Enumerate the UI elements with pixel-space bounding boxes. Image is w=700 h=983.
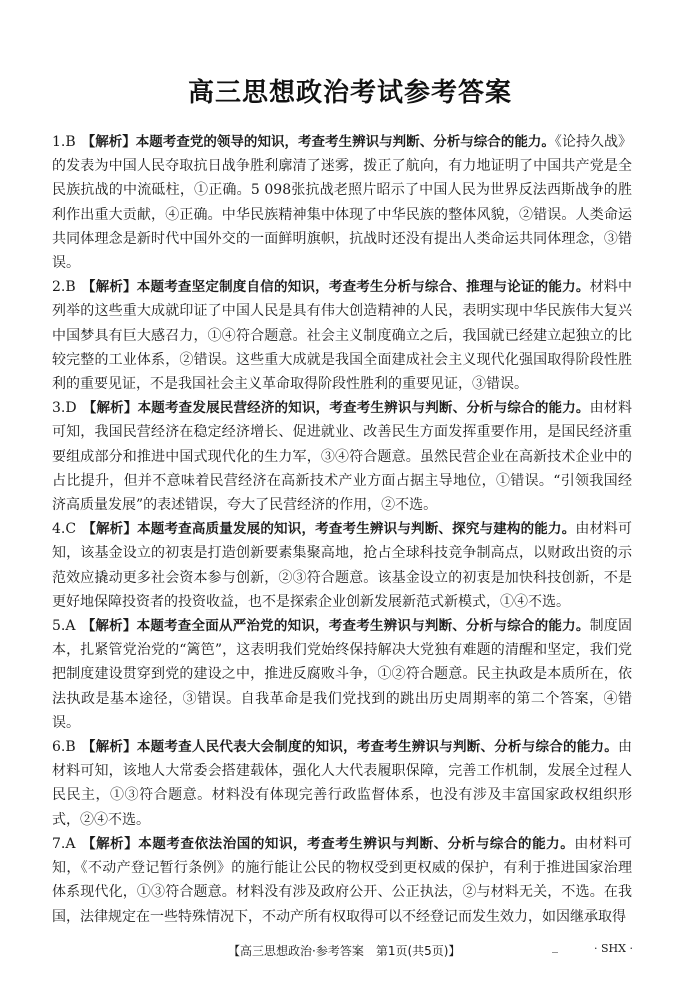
answer-letter: D bbox=[65, 400, 77, 417]
analysis-text: 由材料可知，该基金设立的初衷是打造创新要素集聚高地，抢占全球科技竞争制高点，以财政出资的示范效应撬动更多社会资本参与创新，②③符合题意。该基金设立的初衷是加快科技创新，不是更好地保障投资者的投资收益，也不是探索企业创新发展新范式新模式，①④不选。 bbox=[52, 521, 633, 610]
question-number: 3. bbox=[52, 400, 66, 417]
answer-letter: C bbox=[65, 521, 77, 538]
answer-letter: B bbox=[65, 134, 76, 150]
answer-letter: B bbox=[65, 739, 76, 756]
question-number: 1. bbox=[52, 134, 66, 150]
page-footer bbox=[0, 939, 700, 962]
answer-item bbox=[52, 275, 632, 396]
answer-item bbox=[52, 614, 632, 735]
answer-letter: A bbox=[65, 618, 76, 635]
analysis-label: 【解析】本题考查人民代表大会制度的知识，考查考生辨识与判断、分析与综合的能力。 bbox=[81, 739, 618, 756]
analysis-label: 【解析】本题考查全面从严治党的知识，考查考生辨识与判断、分析与综合的能力。 bbox=[81, 618, 590, 635]
footer-page-info: 【高三思想政治·参考答案 第1页(共5页)】 bbox=[228, 944, 461, 958]
footer-mark: _ bbox=[552, 939, 558, 953]
analysis-label: 【解析】本题考查坚定制度自信的知识，考查考生分析与综合、推理与论证的能力。 bbox=[81, 279, 590, 296]
analysis-text: 由材料可知，该地人大常委会搭建载体，强化人大代表履职保障，完善工作机制，发展全过程人民民主，①③符合题意。材料没有体现完善行政监督体系，也没有涉及丰富国家政权组织形式，②④不选。 bbox=[52, 739, 632, 828]
analysis-text: 由材料可知，《不动产登记暂行条例》的施行能让公民的物权受到更权威的保护，有利于推进国家治理体系现代化，①③符合题意。材料没有涉及政府公开、公正执法，②与材料无关，不选。在我国，法律规定在一些特殊情况下，不动产所有权取得可以不经登记而发生效力，如因继承取得 bbox=[52, 835, 633, 925]
footer-code: · SHX · bbox=[594, 942, 633, 955]
question-number: 5. bbox=[52, 618, 66, 635]
question-number: 7. bbox=[52, 835, 66, 852]
analysis-text: 制度固本，扎紧管党治党的“篱笆”，这表明我们党始终保持解决大党独有难题的清醒和坚定，我们党把制度建设贯穿到党的建设之中，推进反腐败斗争，①②符合题意。民主执政是本质所在，依法执政是基本途径，③错误。自我革命是我们党找到的跳出历史周期率的第二个答案，④错误。 bbox=[52, 618, 633, 731]
answer-item bbox=[52, 832, 632, 929]
analysis-label: 【解析】本题考查依法治国的知识，考查考生辨识与判断、分析与综合的能力。 bbox=[81, 835, 575, 852]
analysis-label: 【解析】本题考查高质量发展的知识，考查考生辨识与判断、探究与建构的能力。 bbox=[82, 521, 576, 538]
answer-item bbox=[52, 517, 632, 614]
analysis-text: 《论持久战》的发表为中国人民夺取抗日战争胜利廓清了迷雾，拨正了航向，有力地证明了中国共产党是全民族抗战的中流砥柱，①正确。5 098张抗战老照片昭示了中国人民为世界反法西斯战争的胜利作出重大贡献，④正确。中华民族精神集中体现了中华民族的整体风貌，②错误。人类命运共同体理念是新时代中国外交的一面鲜明旗帜，抗战时还没有提出人类命运共同体理念，③错误。 bbox=[52, 134, 633, 272]
analysis-text: 由材料可知，我国民营经济在稳定经济增长、促进就业、改善民生方面发挥重要作用，是国民经济重要组成部分和推进中国式现代化的生力军，③④符合题意。虽然民营企业在高新技术企业中的占比提升，但并不意味着民营经济在高新技术产业方面占据主导地位，①错误。“引领我国经济高质量发展”的表述错误，夸大了民营经济的作用，②不选。 bbox=[52, 400, 633, 514]
analysis-label: 【解析】本题考查发展民营经济的知识，考查考生辨识与判断、分析与综合的能力。 bbox=[82, 400, 590, 417]
question-number: 4. bbox=[52, 521, 66, 538]
answer-item bbox=[52, 735, 632, 832]
question-number: 2. bbox=[52, 279, 66, 296]
analysis-text: 材料中列举的这些重大成就印证了中国人民是具有伟大创造精神的人民，表明实现中华民族伟大复兴中国梦具有巨大感召力，①④符合题意。社会主义制度确立之后，我国就已经建立起独立的比较完整的工业体系，②错误。这些重大成就是我国全面建成社会主义现代化强国取得阶段性胜利的重要见证，不是我国社会主义革命取得阶段性胜利的重要见证，③错误。 bbox=[52, 279, 633, 393]
answer-letter: A bbox=[65, 835, 76, 852]
answer-item bbox=[52, 130, 632, 275]
answer-letter: B bbox=[65, 279, 76, 296]
question-number: 6. bbox=[52, 739, 66, 756]
analysis-label: 【解析】本题考查党的领导的知识，考查考生辨识与判断、分析与综合的能力。 bbox=[81, 134, 555, 150]
page-title: 高三思想政治考试参考答案 bbox=[187, 78, 512, 108]
answer-list bbox=[52, 130, 632, 929]
answer-item bbox=[52, 396, 632, 517]
